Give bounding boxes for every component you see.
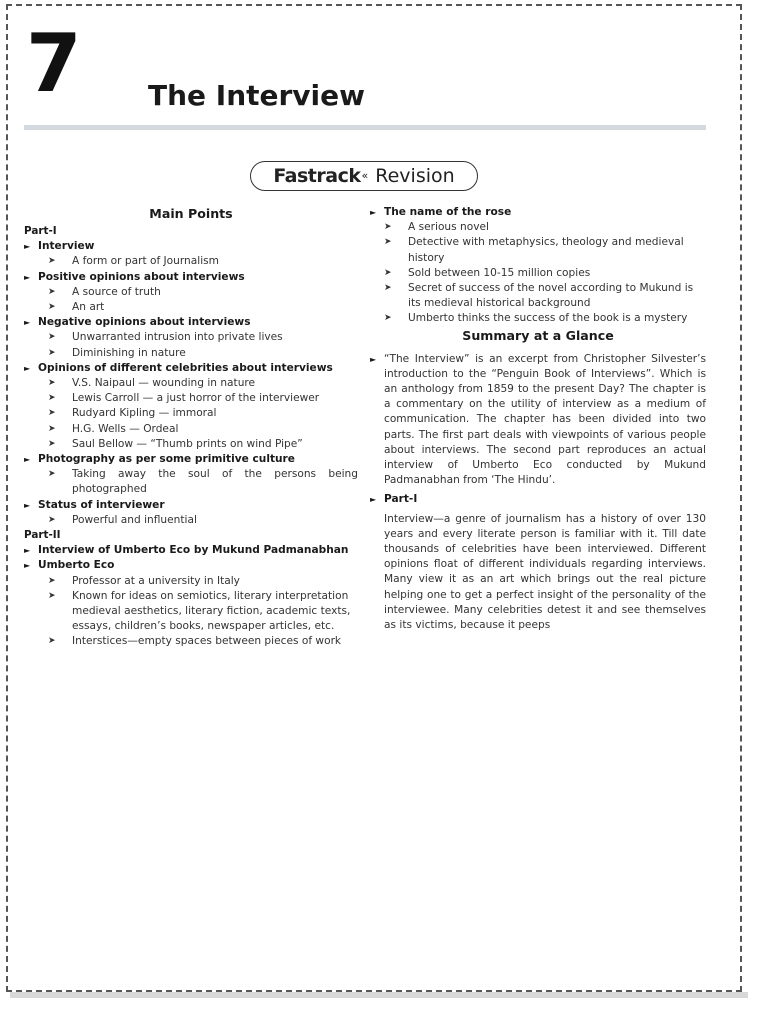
list-item: ► Negative opinions about interviews — [24, 315, 358, 330]
triangle-bullet-icon: ► — [24, 272, 31, 282]
main-points-column — [24, 205, 358, 650]
arrow-bullet-icon: ➤ — [48, 423, 56, 434]
right-column — [370, 205, 706, 633]
sub-list-item: ➤ Sold between 10-15 million copies — [370, 266, 706, 281]
sub-list-item: ➤ Professor at a university in Italy — [24, 574, 358, 589]
list-item: ► Interview — [24, 239, 358, 254]
triangle-bullet-icon: ► — [24, 318, 31, 328]
arrow-bullet-icon: ➤ — [48, 347, 56, 358]
title-divider — [24, 125, 706, 130]
part-label: Part-II — [24, 529, 61, 542]
sub-list-item: ➤ Secret of success of the novel according to Mukund is its medieval historical background — [384, 282, 694, 310]
page-shadow — [10, 992, 748, 998]
triangle-bullet-icon: ► — [24, 561, 31, 571]
arrow-bullet-icon: ➤ — [48, 286, 56, 297]
main-points-heading: Main Points — [149, 206, 233, 221]
sub-list-item: ➤ A form or part of Journalism — [24, 254, 358, 269]
arrow-bullet-icon: ➤ — [48, 332, 56, 343]
triangle-bullet-icon: ► — [24, 500, 31, 510]
sub-list-item: ➤ Diminishing in nature — [24, 346, 358, 361]
sub-list-item: ➤ Rudyard Kipling — immoral — [24, 406, 358, 421]
list-item: ► Part-I — [370, 492, 706, 507]
arrow-bullet-icon: ➤ — [384, 267, 392, 278]
sub-list-item: ➤ Detective with metaphysics, theology and medieval history — [384, 236, 684, 264]
sub-list-item: ➤ V.S. Naipaul — wounding in nature — [24, 376, 358, 391]
list-item: ► Status of interviewer — [24, 498, 358, 513]
arrow-bullet-icon: ➤ — [384, 222, 392, 233]
sub-list-item: ➤ Lewis Carroll — a just horror of the interviewer — [24, 391, 358, 406]
triangle-bullet-icon: ► — [370, 495, 377, 505]
badge-mark: « — [361, 169, 369, 182]
triangle-bullet-icon: ► — [24, 242, 31, 252]
triangle-bullet-icon: ► — [24, 455, 31, 465]
part-one-paragraph: Interview—a genre of journalism has a history of over 130 years and every literate person is familiar with it. Till date thousands of celebrities have been interviewed. Different opinions float of different individuals regarding interviews. Many view it as an art which brings out the real picture helping one to get a perfect insight of the personality of the interviewee. Many celebrities detest it and see themselves as its victims, because it peeps — [384, 512, 706, 632]
list-item: ► Opinions of different celebrities about interviews — [24, 361, 358, 376]
sub-list-item: ➤ A source of truth — [24, 285, 358, 300]
triangle-bullet-icon: ► — [24, 363, 31, 373]
arrow-bullet-icon: ➤ — [48, 408, 56, 419]
summary-paragraph: ► “The Interview” is an excerpt from Christopher Silvester’s introduction to the “Penguin Book of Interviews”. Which is an anthology from 1859 to the present Day? The chapter is a commentary on the utility of interview as a medium of communication. The chapter has been divided into two parts. The first part deals with viewpoints of various people about interviews. The second part reproduces an actual interview of Umberto Eco conducted by Mukund Padmanabhan from ‘The Hindu’. — [370, 352, 706, 487]
arrow-bullet-icon: ➤ — [48, 514, 56, 525]
part-label: Part-I — [24, 225, 57, 237]
summary-heading: Summary at a Glance — [462, 327, 614, 343]
sub-list-item: ➤ H.G. Wells — Ordeal — [24, 422, 358, 437]
badge-brand: Fastrack — [273, 165, 361, 187]
arrow-bullet-icon: ➤ — [48, 575, 56, 586]
arrow-bullet-icon: ➤ — [48, 636, 56, 647]
badge-label: Revision — [369, 165, 455, 187]
chapter-title: The Interview — [148, 79, 366, 112]
sub-list-item: ➤ An art — [24, 300, 358, 315]
chapter-number: 7 — [26, 17, 80, 110]
arrow-bullet-icon: ➤ — [384, 237, 392, 248]
arrow-bullet-icon: ➤ — [48, 469, 56, 480]
list-item: ► Interview of Umberto Eco by Mukund Padmanabhan — [24, 543, 358, 558]
triangle-bullet-icon: ► — [370, 354, 377, 364]
fastrack-revision-badge — [250, 161, 478, 191]
arrow-bullet-icon: ➤ — [384, 313, 392, 324]
arrow-bullet-icon: ➤ — [48, 393, 56, 404]
list-item: ► The name of the rose — [370, 205, 706, 220]
arrow-bullet-icon: ➤ — [48, 590, 56, 601]
arrow-bullet-icon: ➤ — [48, 438, 56, 449]
sub-list-item: ➤ A serious novel — [370, 220, 706, 235]
triangle-bullet-icon: ► — [24, 546, 31, 556]
sub-list-item: ➤ Umberto thinks the success of the book is a mystery — [370, 311, 706, 326]
sub-list-item: ➤ Interstices—empty spaces between pieces of work — [24, 634, 358, 649]
arrow-bullet-icon: ➤ — [48, 302, 56, 313]
list-item: ► Photography as per some primitive culture — [24, 452, 358, 467]
arrow-bullet-icon: ➤ — [48, 256, 56, 267]
sub-list-item: ➤ Powerful and influential — [24, 513, 358, 528]
sub-list-item: ➤ Saul Bellow — “Thumb prints on wind Pipe” — [24, 437, 358, 452]
arrow-bullet-icon: ➤ — [48, 378, 56, 389]
arrow-bullet-icon: ➤ — [384, 283, 392, 294]
list-item: ► Umberto Eco — [24, 558, 358, 573]
sub-list-item: ➤ Taking away the soul of the persons being photographed — [48, 468, 358, 496]
triangle-bullet-icon: ► — [370, 208, 377, 217]
sub-list-item: ➤ Known for ideas on semiotics, literary interpretation medieval aesthetics, literary fiction, academic texts, essays, children’s books, newspaper articles, etc. — [48, 589, 351, 633]
list-item: ► Positive opinions about interviews — [24, 270, 358, 285]
sub-list-item: ➤ Unwarranted intrusion into private lives — [24, 330, 358, 345]
